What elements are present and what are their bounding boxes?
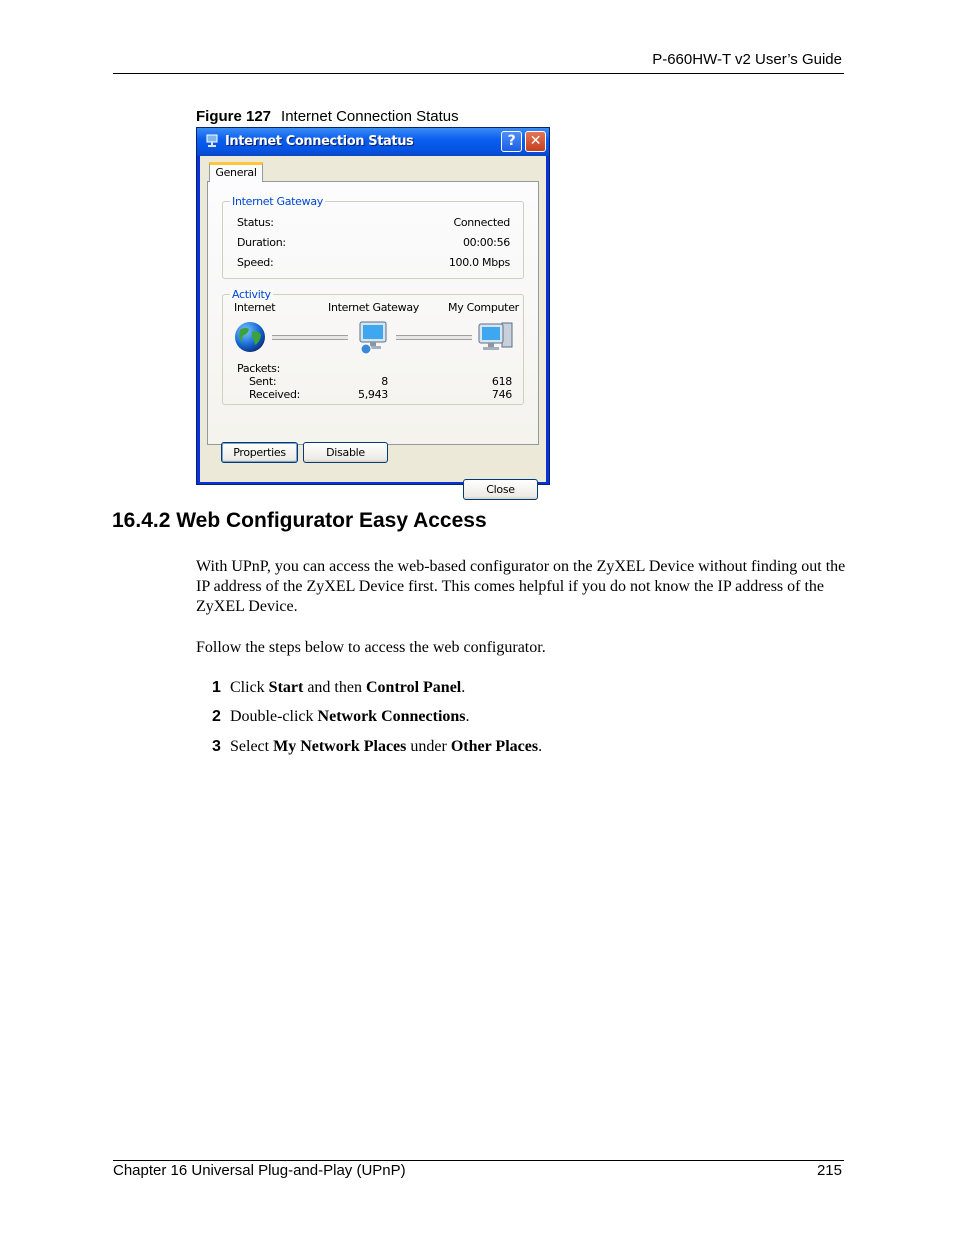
node-label-my-computer: My Computer — [448, 301, 519, 314]
tab-general[interactable]: General — [209, 162, 263, 182]
step-item — [212, 738, 542, 756]
internet-connection-status-dialog — [196, 127, 550, 496]
activity-group-label: Activity — [232, 288, 271, 301]
packets-label: Packets: — [237, 362, 281, 375]
step-text: Select — [230, 738, 274, 755]
figure-caption — [196, 108, 459, 125]
globe-icon — [233, 320, 267, 354]
step-number: 1 — [212, 679, 221, 696]
node-label-internet-gateway: Internet Gateway — [328, 301, 419, 314]
activity-group — [222, 288, 524, 405]
step-item — [212, 679, 465, 697]
section-heading: 16.4.2 Web Configurator Easy Access — [112, 509, 487, 532]
speed-label: Speed: — [237, 256, 274, 269]
gateway-computer-icon — [354, 319, 394, 355]
internet-gateway-group — [222, 195, 524, 279]
step-item — [212, 708, 470, 726]
close-button[interactable]: Close — [463, 479, 538, 500]
footer-rule — [113, 1160, 844, 1161]
status-value: Connected — [453, 216, 510, 229]
step-text: . — [465, 708, 470, 725]
dialog-titlebar[interactable] — [197, 128, 549, 156]
step-number: 3 — [212, 738, 221, 755]
dialog-client-area — [200, 156, 546, 496]
step-number: 2 — [212, 708, 221, 725]
step-text: under — [406, 738, 451, 755]
connection-line-left — [272, 335, 348, 340]
step-emphasis: Network Connections — [317, 708, 466, 725]
connection-line-right — [396, 335, 472, 340]
sent-computer-value: 618 — [491, 375, 512, 388]
figure-label: Figure 127 — [196, 108, 272, 125]
speed-value: 100.0 Mbps — [448, 256, 510, 269]
step-emphasis: Control Panel — [365, 679, 462, 696]
step-text: Click — [230, 679, 269, 696]
step-emphasis: My Network Places — [273, 738, 407, 755]
network-connection-icon — [205, 134, 219, 148]
received-label: Received: — [249, 388, 301, 401]
general-tab-panel — [207, 181, 539, 445]
steps-intro-paragraph: Follow the steps below to access the web configurator. — [196, 639, 546, 656]
step-text: and then — [303, 679, 366, 696]
step-text: . — [538, 738, 543, 755]
help-button[interactable]: ? — [501, 131, 522, 152]
close-icon[interactable]: ✕ — [525, 131, 546, 152]
step-emphasis: Other Places — [450, 738, 539, 755]
received-computer-value: 746 — [491, 388, 512, 401]
step-text: . — [461, 679, 466, 696]
duration-value: 00:00:56 — [462, 236, 510, 249]
internet-gateway-group-label: Internet Gateway — [232, 195, 323, 208]
sent-label: Sent: — [249, 375, 277, 388]
node-label-internet: Internet — [234, 301, 276, 314]
disable-button[interactable]: Disable — [303, 442, 388, 463]
sent-internet-value: 8 — [381, 375, 388, 388]
footer-chapter: Chapter 16 Universal Plug-and-Play (UPnP) — [113, 1162, 406, 1179]
page-number: 215 — [816, 1162, 842, 1179]
intro-paragraph: With UPnP, you can access the web-based configurator on the ZyXEL Device without finding out the IP address of the ZyXEL Device first. This comes helpful if you do not know the IP address of the ZyXEL Device. — [196, 558, 846, 615]
step-text: Double-click — [230, 708, 318, 725]
dialog-title: Internet Connection Status — [225, 134, 414, 149]
my-computer-icon — [476, 319, 516, 355]
properties-button[interactable]: Properties — [221, 442, 298, 463]
duration-label: Duration: — [237, 236, 286, 249]
status-label: Status: — [237, 216, 274, 229]
received-internet-value: 5,943 — [358, 388, 388, 401]
step-emphasis: Start — [268, 679, 304, 696]
figure-title: Internet Connection Status — [281, 108, 459, 125]
running-header: P-660HW-T v2 User’s Guide — [652, 51, 842, 68]
header-rule — [113, 73, 844, 74]
